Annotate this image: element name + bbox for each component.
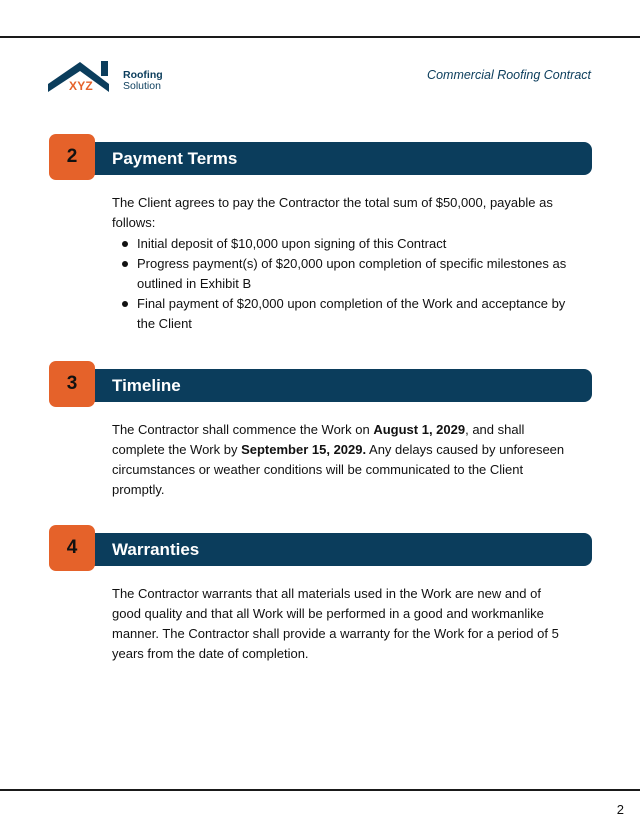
list-item: Final payment of $20,000 upon completion of the Work and acceptance by the Client (112, 294, 567, 334)
section-number-badge: 2 (49, 134, 95, 180)
payment-terms-intro: The Client agrees to pay the Contractor the total sum of $50,000, payable as follows: (112, 195, 553, 230)
timeline-text: The Contractor shall commence the Work on (112, 422, 374, 437)
bottom-rule (0, 789, 640, 791)
section-header-timeline (49, 361, 592, 407)
logo-mark-text: XYZ (69, 79, 93, 93)
timeline-text: Any delays caused by unforeseen circumstances or weather conditions will be communicated to the Client promptly. (112, 442, 565, 497)
section-header-warranties (49, 525, 592, 571)
warranties-paragraph: The Contractor warrants that all materials used in the Work are new and of good quality and that all Work will be performed in a good and workmanlike manner. The Contractor shall provide a warranty for the Work for a period of 5 years from the date of completion. (112, 586, 559, 661)
section-title: Warranties (112, 540, 200, 559)
section-title: Timeline (112, 376, 181, 395)
start-date: August 1, 2029 (373, 422, 466, 437)
completion-date: September 15, 2029. (241, 442, 367, 457)
payment-schedule-list (112, 234, 567, 334)
logo-word-solution: Solution (123, 80, 161, 92)
timeline-paragraph (112, 420, 567, 500)
section-number-badge: 3 (49, 361, 95, 407)
list-item: Initial deposit of $10,000 upon signing of this Contract (112, 234, 567, 254)
document-title: Commercial Roofing Contract (427, 68, 591, 82)
section-title: Payment Terms (112, 149, 238, 168)
logo-word-roofing: Roofing (123, 69, 163, 81)
section-header-payment-terms (49, 134, 592, 180)
page-number: 2 (616, 802, 624, 817)
section-number-badge: 4 (49, 525, 95, 571)
top-rule (0, 36, 640, 38)
timeline-text: , and shall complete the Work by (112, 422, 525, 457)
company-logo (47, 58, 177, 98)
list-item: Progress payment(s) of $20,000 upon completion of specific milestones as outlined in Exhibit B (112, 254, 567, 294)
